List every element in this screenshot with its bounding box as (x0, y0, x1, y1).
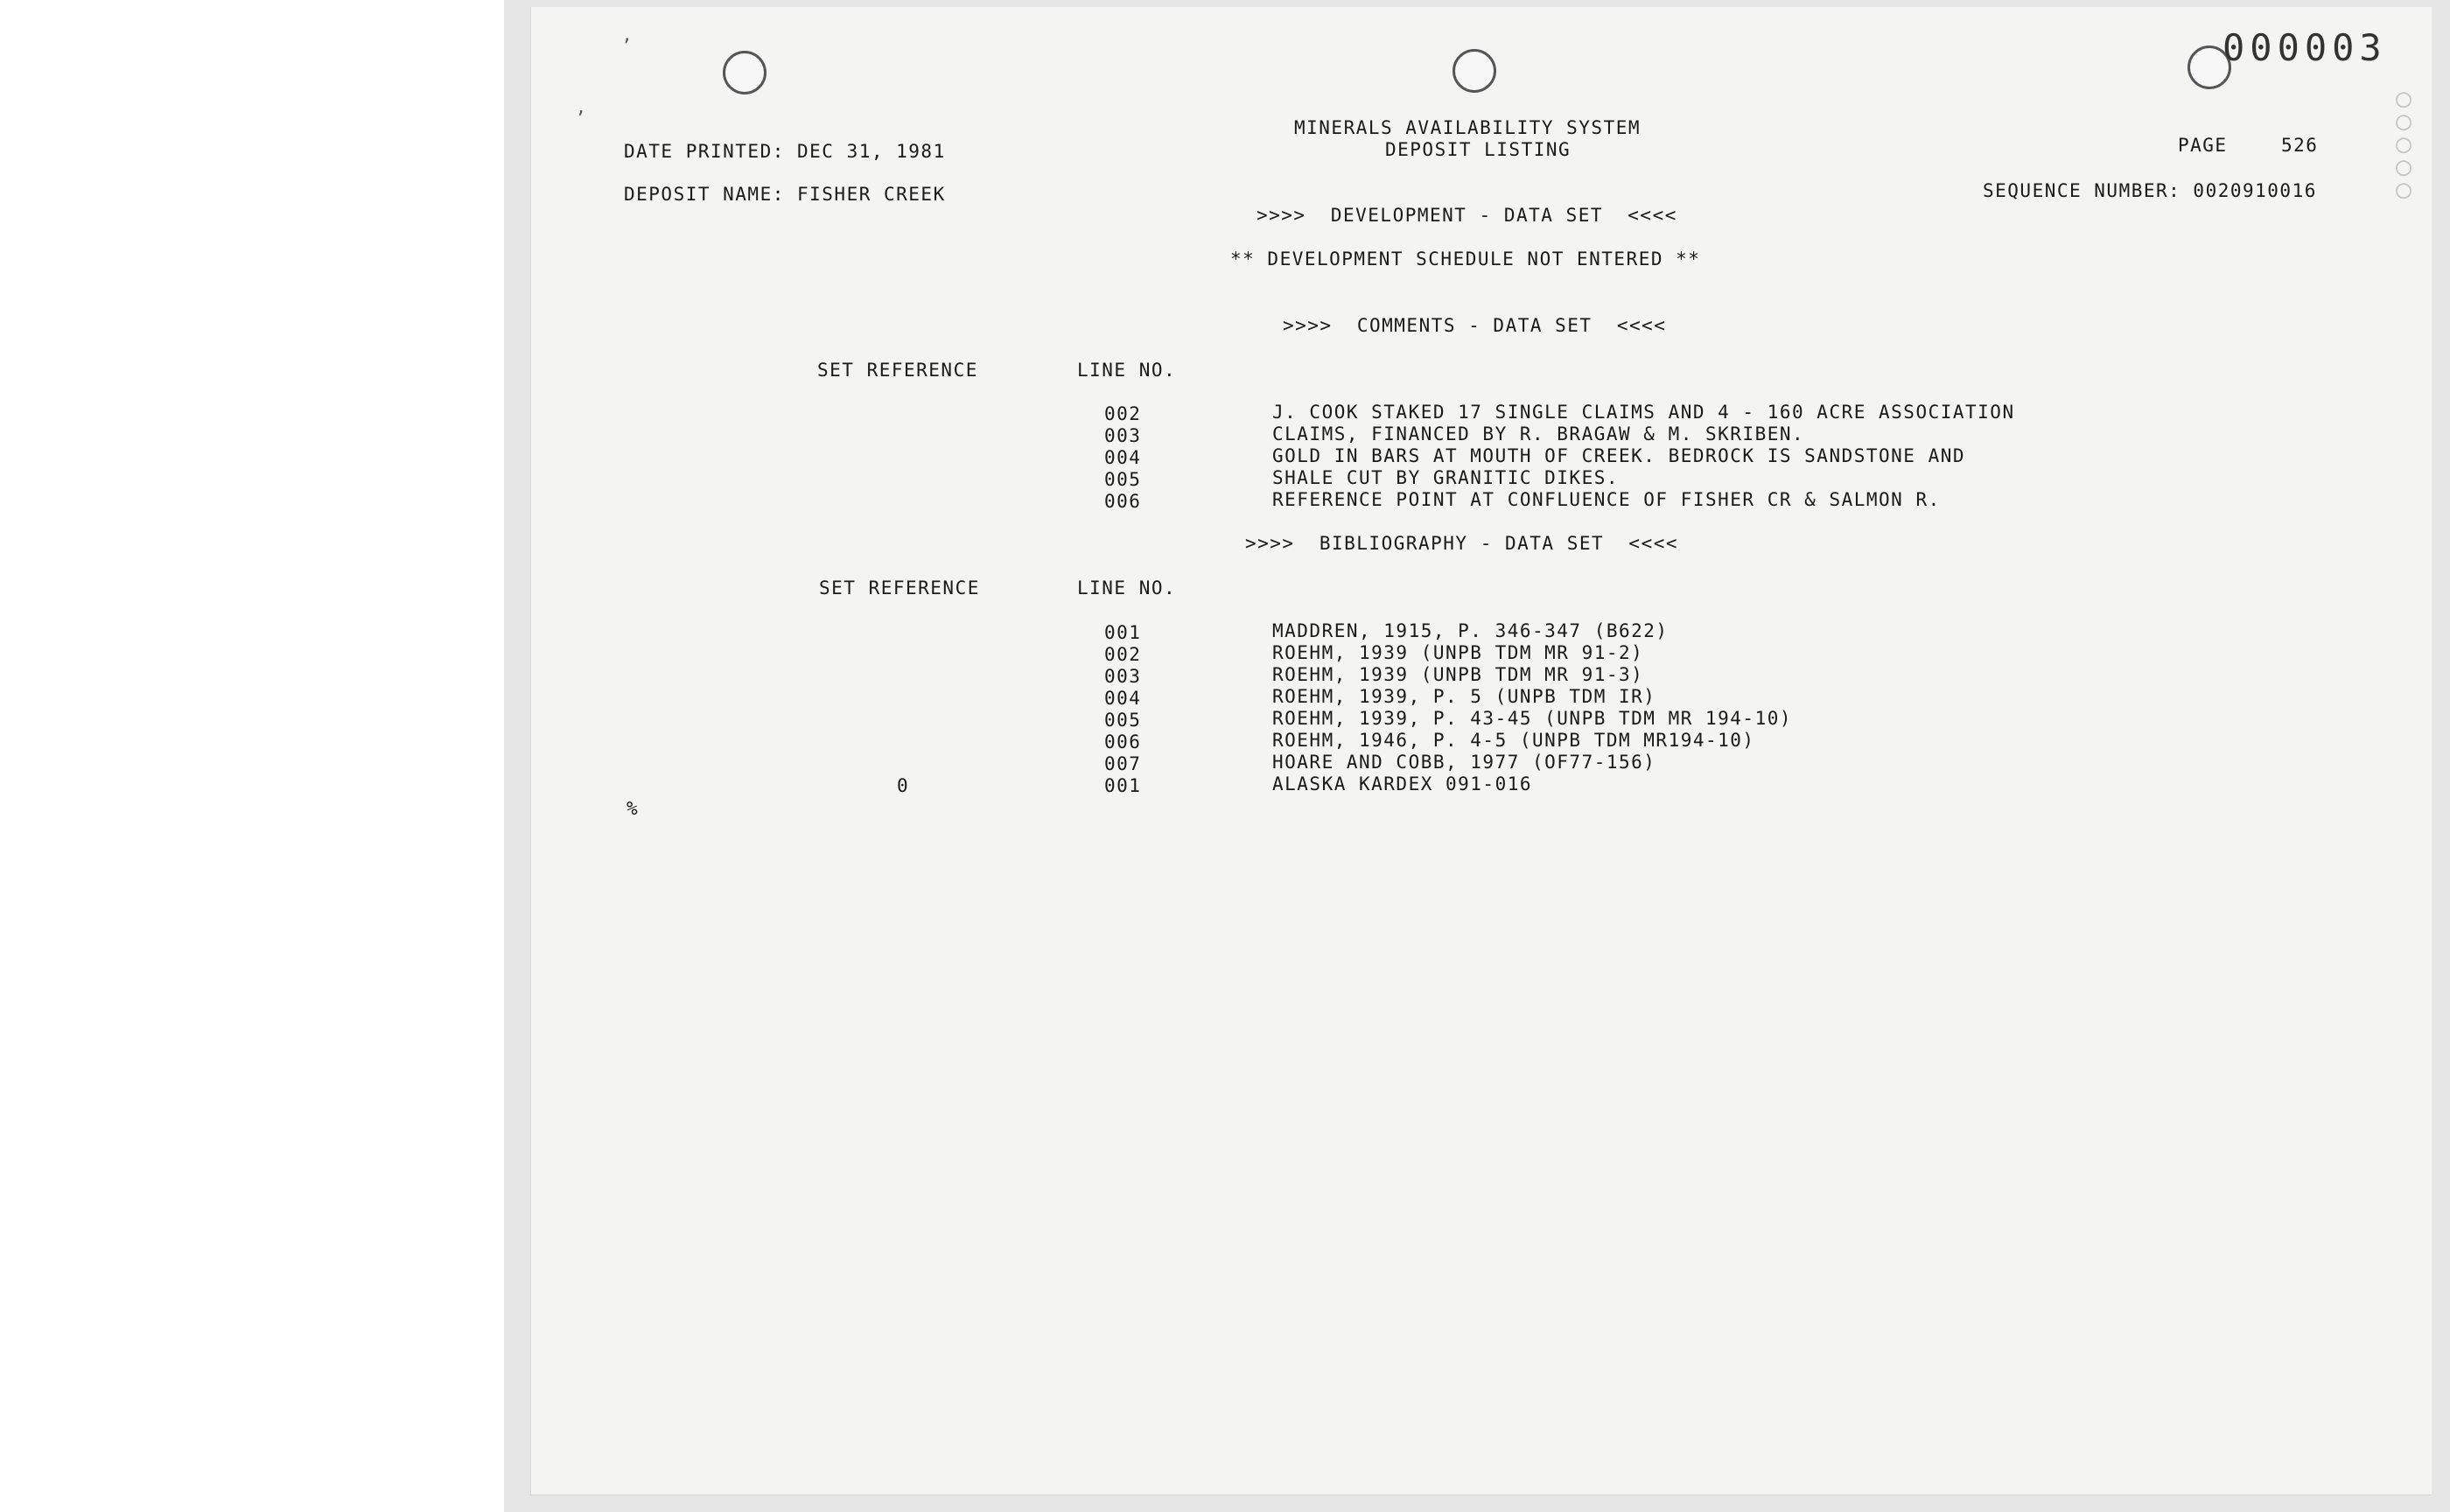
bib-citation: ROEHM, 1939 (UNPB TDM MR 91-3) (1272, 664, 1644, 685)
date-printed: DATE PRINTED: DEC 31, 1981 (624, 141, 946, 162)
comment-line-no: 003 (1104, 425, 1142, 446)
bib-citation: MADDREN, 1915, P. 346-347 (B622) (1272, 620, 1669, 641)
bib-set-reference: 0 (897, 775, 910, 796)
comment-line-no: 004 (1104, 447, 1142, 468)
stray-mark: ’ (621, 35, 633, 56)
comment-text: CLAIMS, FINANCED BY R. BRAGAW & M. SKRIBEN. (1272, 424, 1805, 444)
footer-percent-mark: % (626, 798, 640, 819)
sequence-number: SEQUENCE NUMBER: 0020910016 (1983, 180, 2317, 201)
bib-line-no: 003 (1104, 666, 1142, 687)
page-number: 526 (2281, 135, 2319, 156)
bib-line-no: 001 (1104, 775, 1142, 796)
listing-title: DEPOSIT LISTING (1385, 139, 1572, 160)
bibliography-heading: >>>> BIBLIOGRAPHY - DATA SET <<<< (1245, 533, 1679, 554)
bib-line-no: 001 (1104, 622, 1142, 643)
punch-hole-left (723, 51, 766, 94)
bib-citation: ROEHM, 1946, P. 4-5 (UNPB TDM MR194-10) (1272, 730, 1755, 751)
comments-col-set-reference: SET REFERENCE (817, 360, 978, 381)
system-title: MINERALS AVAILABILITY SYSTEM (1294, 117, 1642, 138)
bib-citation: ALASKA KARDEX 091-016 (1272, 774, 1533, 794)
punch-hole-center (1452, 49, 1496, 93)
bib-line-no: 002 (1104, 644, 1142, 665)
bibliography-col-set-reference: SET REFERENCE (819, 578, 980, 598)
comment-text: REFERENCE POINT AT CONFLUENCE OF FISHER CR & SALMON R. (1272, 489, 1941, 510)
development-note: ** DEVELOPMENT SCHEDULE NOT ENTERED ** (1230, 248, 1701, 270)
bib-citation: ROEHM, 1939, P. 5 (UNPB TDM IR) (1272, 686, 1656, 707)
bibliography-col-line-no: LINE NO. (1077, 578, 1177, 598)
comment-line-no: 006 (1104, 491, 1142, 512)
comment-text: J. COOK STAKED 17 SINGLE CLAIMS AND 4 - 160 ACRE ASSOCIATION (1272, 402, 2015, 423)
comments-col-line-no: LINE NO. (1077, 360, 1177, 381)
bib-citation: ROEHM, 1939, P. 43-45 (UNPB TDM MR 194-10) (1272, 708, 1793, 729)
stray-mark: ‚ (576, 96, 587, 117)
comment-text: GOLD IN BARS AT MOUTH OF CREEK. BEDROCK IS SANDSTONE AND (1272, 445, 1966, 466)
deposit-name: DEPOSIT NAME: FISHER CREEK (624, 184, 946, 205)
bib-line-no: 006 (1104, 732, 1142, 752)
comment-text: SHALE CUT BY GRANITIC DIKES. (1272, 467, 1620, 488)
page-label: PAGE (2178, 135, 2228, 156)
bib-line-no: 005 (1104, 710, 1142, 731)
bleed-through-marks: ○ ○ ○ ○ ○ (2395, 83, 2412, 205)
comment-line-no: 002 (1104, 403, 1142, 424)
bib-line-no: 004 (1104, 688, 1142, 709)
comment-line-no: 005 (1104, 469, 1142, 490)
bib-citation: ROEHM, 1939 (UNPB TDM MR 91-2) (1272, 642, 1644, 663)
bib-line-no: 007 (1104, 753, 1142, 774)
stamp-number: 000003 (2222, 26, 2387, 69)
development-heading: >>>> DEVELOPMENT - DATA SET <<<< (1256, 205, 1677, 226)
bib-citation: HOARE AND COBB, 1977 (OF77-156) (1272, 752, 1656, 773)
comments-heading: >>>> COMMENTS - DATA SET <<<< (1283, 315, 1667, 336)
